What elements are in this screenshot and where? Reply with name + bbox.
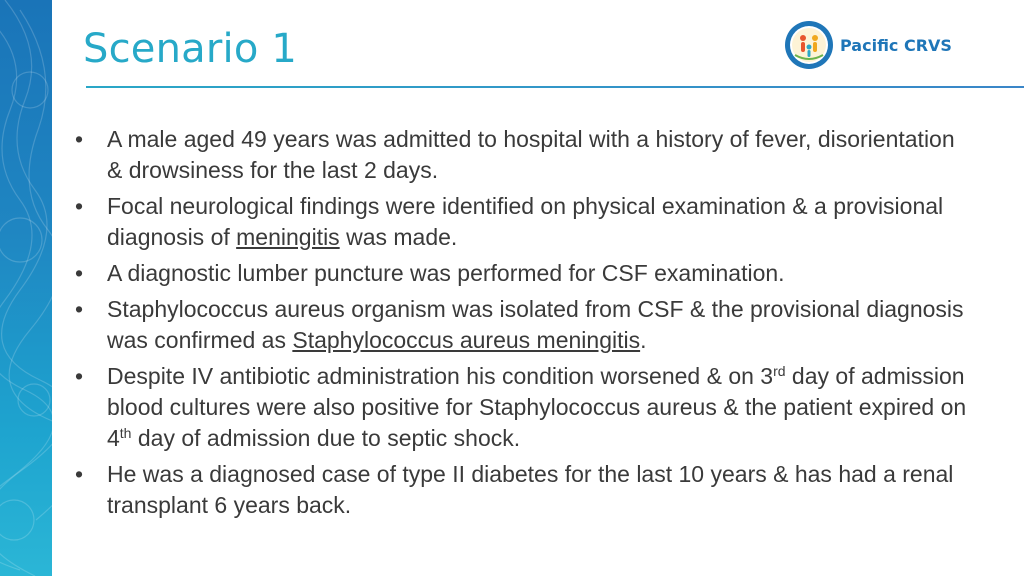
bullet-text: Focal neurological findings were identified on physical examination & a provisional diagnosis of (107, 193, 944, 250)
bullet-marker: • (75, 363, 84, 389)
title-divider (86, 86, 1024, 88)
bullet-marker: • (75, 296, 84, 322)
bullet-marker: • (75, 126, 84, 152)
pacific-crvs-logo (784, 20, 964, 72)
bullet-text: day of admission blood cultures were also positive for Staphylococcus aureus & the patient expired on 4 (107, 363, 967, 451)
underlined-term-staph-meningitis: Staphylococcus aureus meningitis (292, 327, 641, 353)
bullet-text: was made. (339, 224, 458, 250)
bullet-list (75, 124, 975, 521)
bullet-marker: • (75, 193, 84, 219)
slide-title: Scenario 1 (83, 26, 298, 72)
ordinal-suffix: rd (773, 363, 786, 379)
bullet-text: A male aged 49 years was admitted to hospital with a history of fever, disorientation & drowsiness for the last 2 days. (107, 126, 955, 183)
list-item (75, 361, 975, 454)
ordinal-suffix: th (119, 425, 132, 441)
list-item (75, 124, 975, 186)
list-item (75, 294, 975, 356)
bullet-marker: • (75, 260, 84, 286)
bullet-text: Despite IV antibiotic administration his condition worsened & on 3 (107, 363, 774, 389)
list-item (75, 459, 975, 521)
bullet-text: day of admission due to septic shock. (131, 425, 521, 451)
bullet-text: A diagnostic lumber puncture was performed for CSF examination. (107, 260, 785, 286)
bullet-text: Staphylococcus aureus organism was isolated from CSF & the provisional diagnosis was confirmed as (107, 296, 964, 353)
list-item (75, 191, 975, 253)
underlined-term-meningitis: meningitis (236, 224, 340, 250)
crvs-logo-icon (784, 20, 834, 70)
side-band-pattern (0, 0, 52, 576)
logo-text: Pacific CRVS (840, 36, 952, 55)
list-item (75, 258, 975, 289)
bullet-marker: • (75, 461, 84, 487)
bullet-text: . (640, 327, 647, 353)
bullet-text: He was a diagnosed case of type II diabetes for the last 10 years & has had a renal transplant 6 years back. (107, 461, 954, 518)
decorative-side-band (0, 0, 52, 576)
